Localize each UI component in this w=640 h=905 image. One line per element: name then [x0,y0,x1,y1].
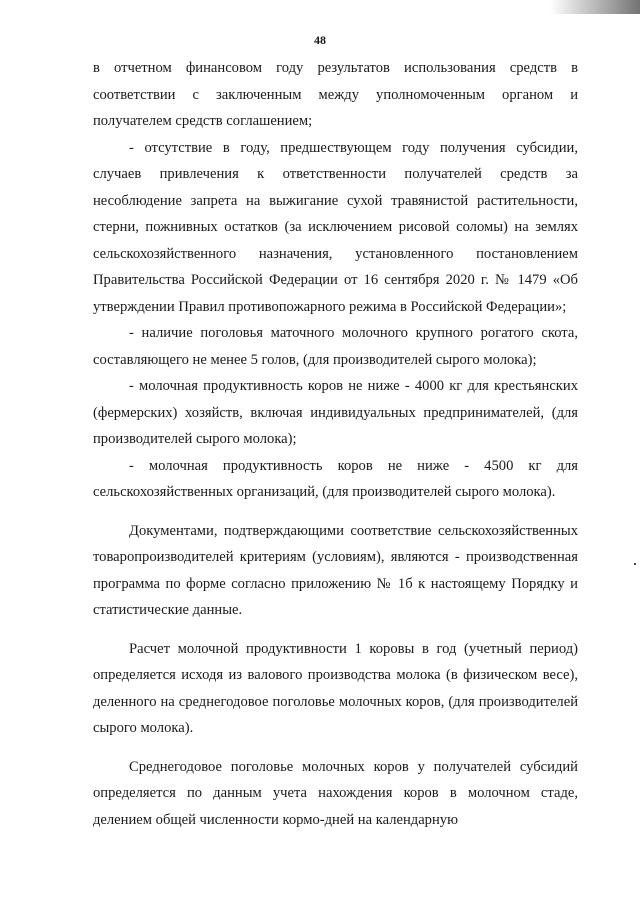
paragraph-average-herd: Среднегодовое поголовье молочных коров у получателей субсидий определяется по данным учета нахождения коров в молочном стаде, делением общей численности кормо-дней на календарную [93,758,578,828]
paragraph-productivity-farms: - молочная продуктивность коров не ниже - 4000 кг для крестьянских (фермерских) хозяйств, включая индивидуальных предпринимателей, (для производителей сырого молока); [93,378,578,447]
scan-artifact-dot [634,563,636,565]
paragraph-productivity-organizations: - молочная продуктивность коров не ниже - 4500 кг для сельскохозяйственных организаций, (для производителей сырого молока). [93,457,578,500]
page-number: 48 [314,33,326,47]
paragraph-herd-size: - наличие поголовья маточного молочного крупного рогатого скота, составляющего не менее 5 голов, (для производителей сырого молока); [93,325,578,368]
document-body [93,55,578,833]
paragraph-no-burning-violations: - отсутствие в году, предшествующем году получения субсидии, случаев привлечения к ответственности получателей средств за несоблюдение запрета на выжигание сухой травянистой растительности, стерни, пожнивных остатков (за исключением рисовой соломы) на землях сельскохозяйственного назначения, установленного постановлением Правительства Российской Федерации от 16 сентября 2020 г. № 1479 «Об утверждении Правил противопожарного режима в Российской Федерации»; [93,139,578,315]
paragraph-productivity-calculation: Расчет молочной продуктивности 1 коровы в год (учетный период) определяется исходя из валового производства молока (в физическом весе), деленного на среднегодовое поголовье молочных коров, (для производителей сырого молока). [93,640,578,736]
paragraph-reporting-results: в отчетном финансовом году результатов использования средств в соответствии с заключенным между уполномоченным органом и получателем средств соглашением; [93,60,578,129]
paragraph-supporting-documents: Документами, подтверждающими соответствие сельскохозяйственных товаропроизводителей критериям (условиям), являются - производственная программа по форме согласно приложению № 1б к настоящему Порядку и статистические данные. [93,522,578,618]
scan-edge-shadow [550,0,640,14]
